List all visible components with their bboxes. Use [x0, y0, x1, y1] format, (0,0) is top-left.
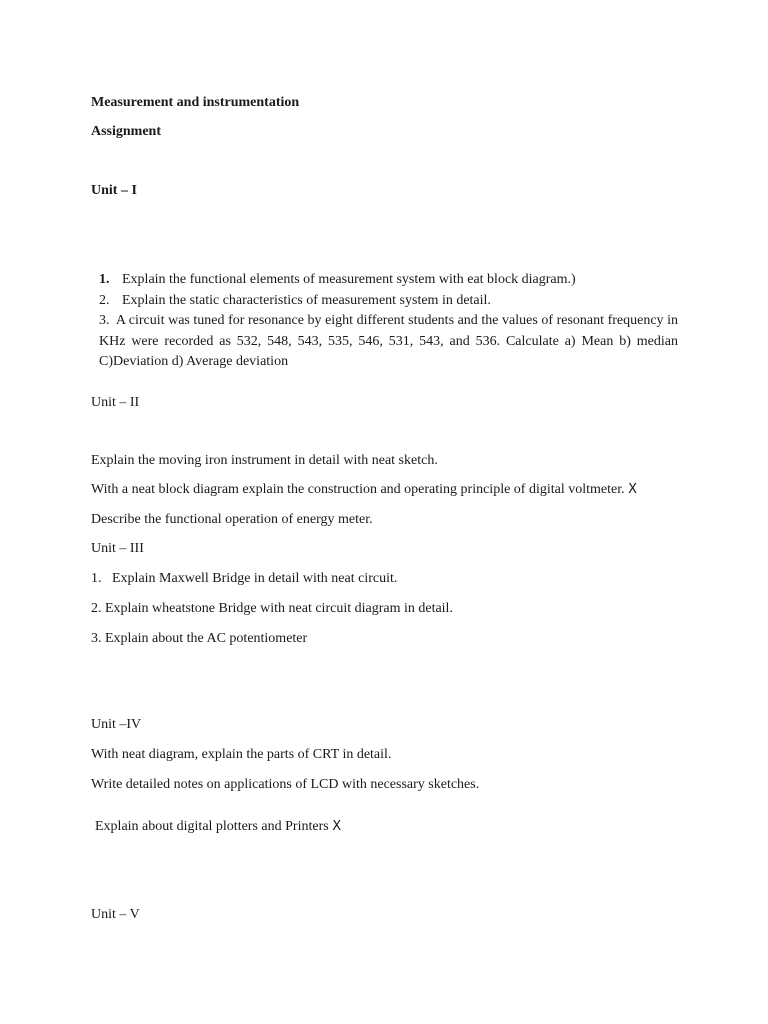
question-text: With a neat block diagram explain the construction and operating principle of digital voltmeter. — [91, 482, 625, 497]
unit-3-question-1 — [91, 571, 397, 587]
unit-5-heading: Unit – V — [91, 907, 140, 922]
question-number: 2. — [99, 292, 110, 308]
question-text: Explain about digital plotters and Printers — [95, 819, 329, 834]
question-text: Explain about the AC potentiometer — [105, 631, 308, 646]
question-text: Explain wheatstone Bridge with neat circuit diagram in detail. — [105, 601, 453, 616]
unit-4-heading: Unit –IV — [91, 717, 142, 732]
unit-2-question-2 — [91, 482, 637, 498]
unit-1-heading: Unit – I — [91, 183, 137, 198]
unit-3-question-2 — [91, 601, 453, 617]
question-text: Explain the static characteristics of measurement system in detail. — [122, 292, 491, 308]
question-text: Explain the functional elements of measurement system with eat block diagram.) — [122, 272, 576, 287]
unit-2-heading: Unit – II — [91, 395, 140, 410]
unit-1-question-1 — [99, 270, 678, 291]
unit-4-question-1: With neat diagram, explain the parts of CRT in detail. — [91, 747, 392, 762]
unit-3-question-3 — [91, 631, 307, 647]
question-text: A circuit was tuned for resonance by eight different students and the values of resonant frequency in KHz were recorded as 532, 548, 543, 535, 546, 531, 543, and 536. Calculate a) Mean b) median C)Deviation d) Average deviation — [99, 313, 678, 369]
unit-1-question-2 — [99, 291, 678, 312]
question-number: 3. — [99, 313, 110, 328]
unit-1-question-3 — [99, 311, 678, 373]
unit-1-question-list — [99, 270, 678, 373]
unit-4-question-2: Write detailed notes on applications of LCD with necessary sketches. — [91, 777, 480, 792]
document-title: Measurement and instrumentation — [91, 95, 300, 110]
unit-4-question-3 — [95, 819, 341, 835]
unit-3-heading: Unit – III — [91, 541, 144, 556]
question-number: 3. — [91, 631, 102, 646]
question-text: Explain Maxwell Bridge in detail with neat circuit. — [112, 571, 398, 586]
question-number: 2. — [91, 601, 102, 616]
x-mark: X — [628, 482, 638, 497]
unit-2-question-1: Explain the moving iron instrument in detail with neat sketch. — [91, 453, 438, 468]
question-number: 1. — [99, 272, 110, 287]
question-number: 1. — [91, 571, 102, 586]
unit-2-question-3: Describe the functional operation of energy meter. — [91, 512, 373, 527]
x-mark: X — [332, 819, 342, 834]
document-subtitle: Assignment — [91, 124, 162, 139]
